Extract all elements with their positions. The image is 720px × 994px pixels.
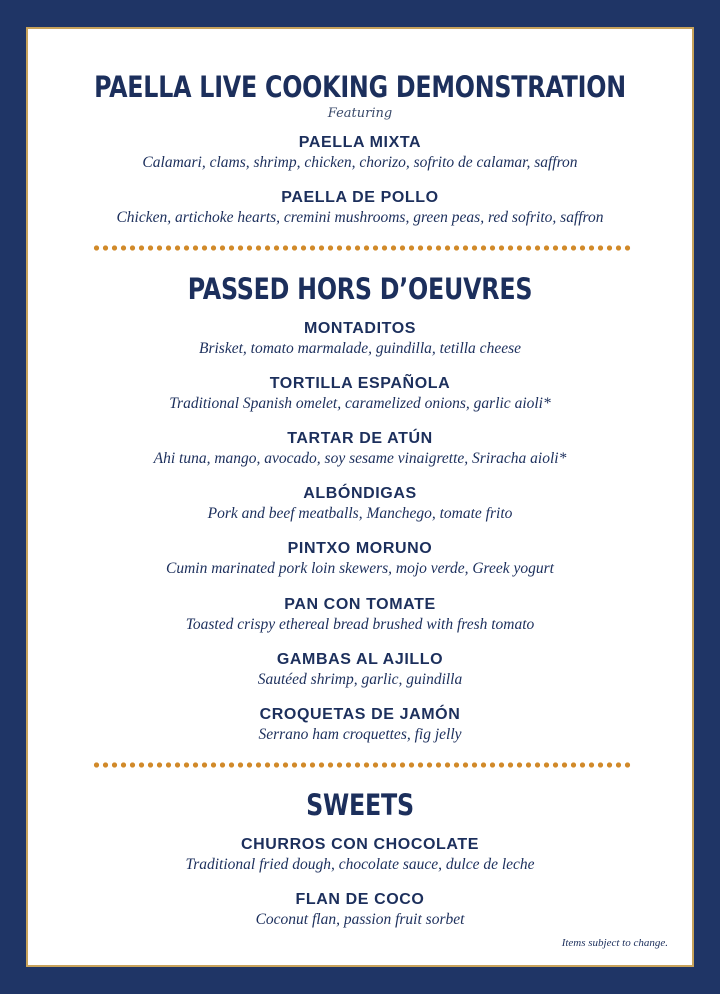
item-name: TORTILLA ESPAÑOLA (269, 375, 451, 392)
item-description: Toasted crispy ethereal bread brushed with fresh tomato (185, 616, 535, 633)
item-name: PINTXO MORUNO (287, 540, 433, 557)
menu-item (28, 484, 692, 523)
item-description: Cumin marinated pork loin skewers, mojo verde, Greek yogurt (165, 560, 554, 577)
menu-item (28, 188, 692, 227)
item-name: GAMBAS AL AJILLO (276, 651, 444, 668)
item-description: Sautéed shrimp, garlic, guindilla (257, 671, 463, 688)
item-name: PAN CON TOMATE (284, 596, 436, 613)
disclaimer-note: Items subject to change. (561, 937, 668, 949)
section-title-hors-doeuvres: PASSED HORS D’OEUVRES (187, 272, 533, 306)
item-name: PAELLA DE POLLO (281, 189, 439, 206)
item-description: Calamari, clams, shrimp, chicken, chorizo, sofrito de calamar, saffron (142, 154, 578, 171)
item-name: TARTAR DE ATÚN (287, 430, 433, 447)
item-description: Ahi tuna, mango, avocado, soy sesame vinaigrette, Sriracha aioli* (153, 450, 567, 467)
menu-item (28, 705, 692, 744)
menu-item (28, 429, 692, 468)
menu-item (28, 650, 692, 689)
dotted-divider (92, 762, 632, 768)
item-description: Traditional Spanish omelet, caramelized onions, garlic aioli* (169, 395, 551, 412)
menu-item (28, 595, 692, 634)
item-description: Chicken, artichoke hearts, cremini mushrooms, green peas, red sofrito, saffron (116, 209, 604, 226)
item-description: Coconut flan, passion fruit sorbet (255, 911, 465, 928)
menu-item (28, 374, 692, 413)
item-name: FLAN DE COCO (295, 891, 425, 908)
section-subtitle-featuring: Featuring (327, 106, 393, 121)
menu-item (28, 133, 692, 172)
menu-item (28, 835, 692, 874)
item-description: Serrano ham croquettes, fig jelly (258, 726, 462, 743)
item-description: Brisket, tomato marmalade, guindilla, tetilla cheese (198, 340, 521, 357)
menu-item (28, 319, 692, 358)
item-name: MONTADITOS (303, 320, 417, 337)
item-name: PAELLA MIXTA (298, 134, 422, 151)
menu-item (28, 890, 692, 929)
section-title-sweets: SWEETS (306, 788, 414, 822)
item-description: Traditional fried dough, chocolate sauce, dulce de leche (185, 856, 535, 873)
item-name: CHURROS CON CHOCOLATE (240, 836, 480, 853)
item-description: Pork and beef meatballs, Manchego, tomate frito (207, 505, 513, 522)
menu-card (26, 27, 694, 967)
item-name: CROQUETAS DE JAMÓN (259, 706, 461, 723)
section-title-paella: PAELLA LIVE COOKING DEMONSTRATION (94, 70, 626, 104)
dotted-divider (92, 245, 632, 251)
item-name: ALBÓNDIGAS (303, 485, 417, 502)
menu-item (28, 539, 692, 578)
